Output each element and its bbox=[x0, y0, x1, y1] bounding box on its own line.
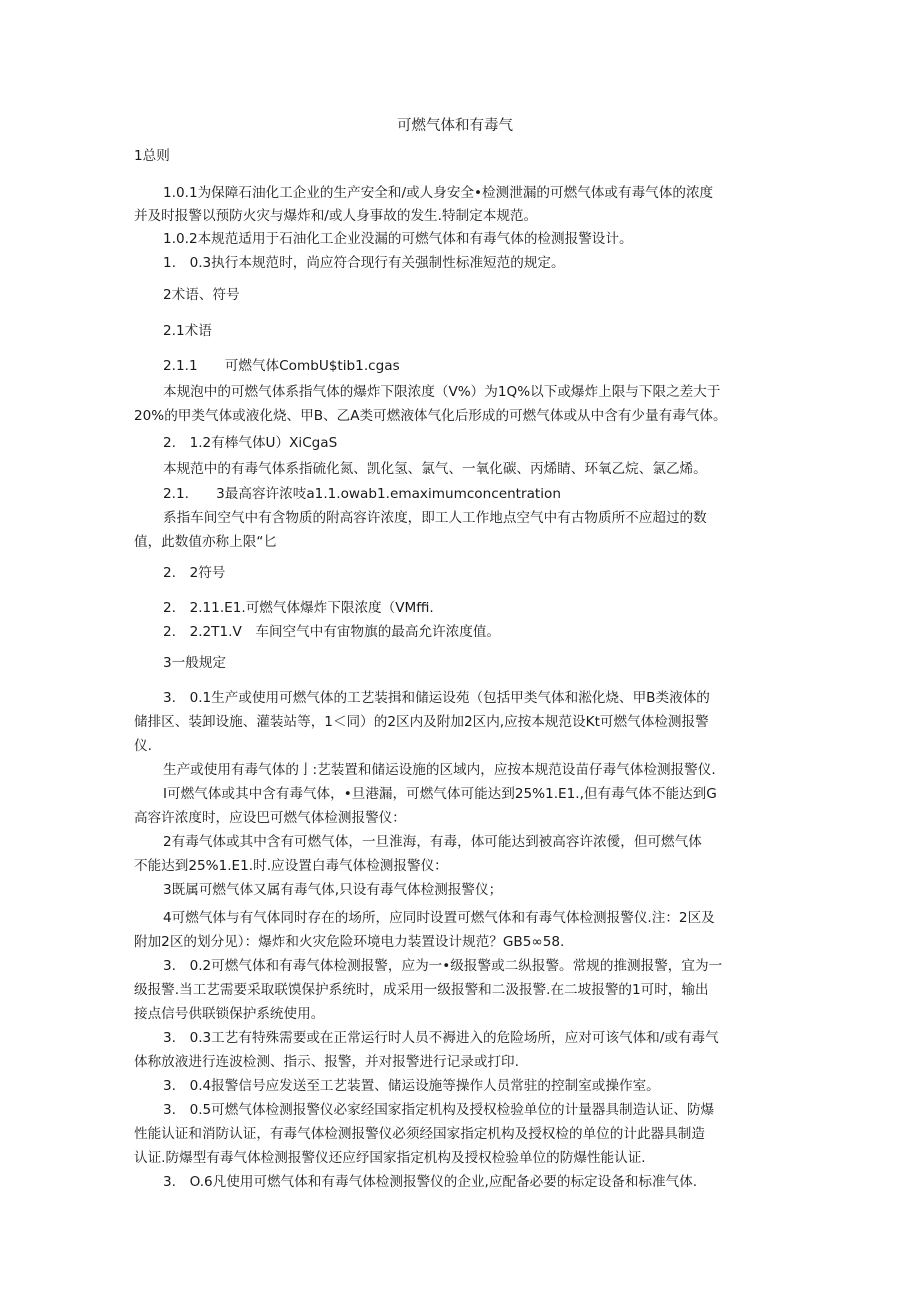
paragraph-line: 本规范中的有毒气体系指硫化氮、凯化氢、氯气、一氧化碳、丙烯睛、环氧乙烷、氯乙烯。 bbox=[163, 461, 707, 477]
paragraph-line: 不能达到25%1.E1.时.应设置白毒气体检测报警仪： bbox=[134, 858, 448, 874]
paragraph-line: 级报警.当工艺需要采取联馍保护系统时，成采用一级报警和二汲报警.在二坡报警的1可时，输出 bbox=[134, 982, 709, 998]
symbol-line: 2. 2.2T1.V 车间空气中有宙物旗的最高允许浓度值。 bbox=[163, 624, 501, 640]
paragraph-line: 高容许浓度时，应设巴可燃气体检测报警仪： bbox=[134, 810, 406, 826]
subsection-heading: 2.1术语 bbox=[163, 323, 212, 339]
paragraph-line: 3. 0.3工艺有特殊需要或在正常运行时人员不褥进入的危险场所，应对可该气体和/或有毒气 bbox=[163, 1030, 719, 1046]
paragraph-line: 3既属可燃气体又属有毒气体,只设有毒气体检测报警仪； bbox=[163, 882, 503, 898]
term-heading: 2. 1.2有棒气体U）XiCgaS bbox=[163, 435, 338, 451]
term-heading: 2.1.1 可燃气体CombU$tib1.cgas bbox=[163, 358, 400, 374]
subsection-heading: 2. 2符号 bbox=[163, 565, 226, 581]
paragraph-line: 性能认证和消防认证，有毒气体检测报警仪必须经国家指定机构及授权检的单位的计此器具制造 bbox=[134, 1126, 705, 1142]
paragraph-line: 体称放液进行连波检测、指示、报警，并对报警进行记录或打印. bbox=[134, 1054, 519, 1070]
paragraph-line: 1.0.1为保障石油化工企业的生产安全和/或人身安全•检测泄漏的可燃气体或有毒气体的浓度 bbox=[163, 185, 714, 201]
paragraph-line: 3. 0.1生产或使用可燃气体的工艺装揖和储运设苑（包括甲类气体和淞化烧、甲B类液体的 bbox=[163, 690, 710, 706]
paragraph-line: 附加2区的划分见）：爆炸和火灾危险环境电力装置设计规范？GB5∞58. bbox=[134, 934, 565, 950]
paragraph-line: 2有毒气体或其中含有可燃气体，一旦淮海，有毒，体可能达到被高容许浓僾，但可燃气体 bbox=[163, 834, 702, 850]
paragraph-line: 4可燃气体与有气体同时存在的场所，应同时设置可燃气体和有毒气体检测报警仪.注：2区及 bbox=[163, 910, 715, 926]
section-heading-1: 1总则 bbox=[134, 148, 170, 164]
paragraph-line: 1. 0.3执行本规范时，尚应符合现行有关强制性标准短范的规定。 bbox=[163, 255, 565, 271]
paragraph-line: 1.0.2本规范适用于石油化工企业没漏的可燃气体和有毒气体的检测报警设计。 bbox=[163, 231, 633, 247]
paragraph-line: 生产或使用有毒气体的亅:艺装置和储运设施的区域内，应按本规范设苗仔毒气体检测报警仪. bbox=[163, 762, 716, 778]
paragraph-line: 仪. bbox=[134, 738, 152, 754]
paragraph-line: 20%的甲类气体或液化烧、甲B、乙A类可燃液体气化后形成的可燃气体或从中含有少量有毒气体。 bbox=[134, 408, 727, 424]
paragraph-line: 接点信号供联锁保护系统使用。 bbox=[134, 1006, 325, 1022]
section-heading-3: 3一般规定 bbox=[163, 655, 227, 671]
paragraph-line: 值，此数值亦称上限“匕 bbox=[134, 534, 277, 550]
paragraph-line: 3. O.6凡使用可燃气体和有毒气体检测报警仪的企业,应配备必要的标定设备和标准气体. bbox=[163, 1174, 698, 1190]
paragraph-line: 系指车间空气中有含物质的附高容许浓度，即工人工作地点空气中有古物质所不应超过的数 bbox=[163, 510, 707, 526]
paragraph-line: 并及时报警以预防火灾与爆炸和/或人身事故的发生.特制定本规范。 bbox=[134, 208, 538, 224]
paragraph-line: 储排区、装卸设施、灌装站等，1＜同）的2区内及附加2区内,应按本规范设Kt可燃气体检测报警 bbox=[134, 714, 709, 730]
symbol-line: 2. 2.11.E1.可燃气体爆炸下限浓度（VMffi. bbox=[163, 600, 434, 616]
paragraph-line: I可燃气体或其中含有毒气体，•旦港漏，可燃气体可能达到25%1.E1.,但有毒气体不能达到G bbox=[163, 786, 717, 802]
paragraph-line: 3. 0.5可燃气体检测报警仪必家经国家指定机构及授权检验单位的计量器具制造认证、防爆 bbox=[163, 1102, 715, 1118]
paragraph-line: 认证.防爆型有毒气体检测报警仪还应纾国家指定机构及授权检验单位的防爆性能认证. bbox=[134, 1150, 646, 1166]
paragraph-line: 本规泡中的可燃气体系指气体的爆炸下限浓度（V%）为1Q%以下或爆炸上限与下限之差大于 bbox=[163, 384, 721, 400]
document-title: 可燃气体和有毒气 bbox=[397, 118, 513, 134]
term-heading: 2.1. 3最高容许浓吱a1.1.owab1.emaximumconcentration bbox=[163, 486, 561, 502]
section-heading-2: 2术语、符号 bbox=[163, 287, 240, 303]
paragraph-line: 3. 0.4报警信号应发送至工艺装置、储运设施等操作人员常驻的控制室或操作室。 bbox=[163, 1078, 660, 1094]
paragraph-line: 3. 0.2可燃气体和有毒气体检测报警，应为一•级报警或二纵报警。常规的推测报警，宜为一 bbox=[163, 958, 723, 974]
